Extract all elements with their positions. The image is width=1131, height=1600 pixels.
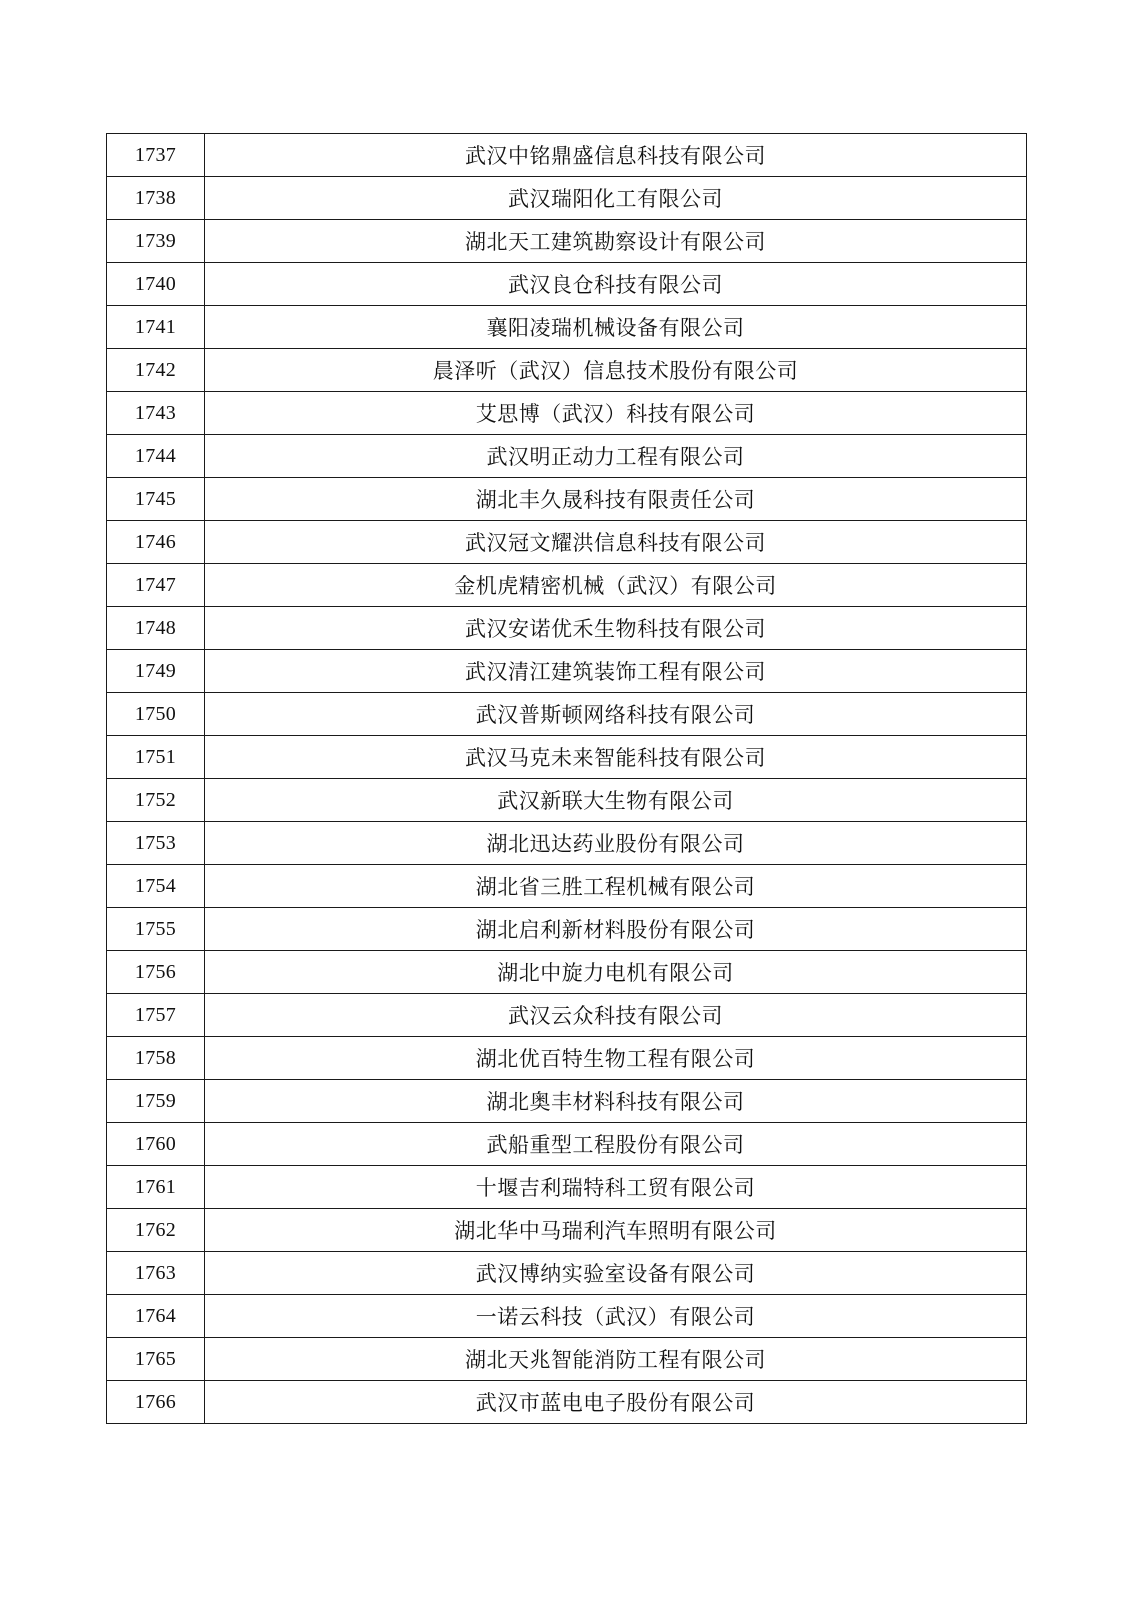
row-number: 1747	[107, 564, 205, 607]
row-number: 1748	[107, 607, 205, 650]
table-row	[107, 1037, 1027, 1080]
row-number: 1743	[107, 392, 205, 435]
company-name: 湖北丰久晟科技有限责任公司	[205, 478, 1027, 521]
company-name: 武船重型工程股份有限公司	[205, 1123, 1027, 1166]
table-row	[107, 1295, 1027, 1338]
row-number: 1755	[107, 908, 205, 951]
company-name: 武汉新联大生物有限公司	[205, 779, 1027, 822]
table-row	[107, 263, 1027, 306]
row-number: 1759	[107, 1080, 205, 1123]
company-name: 武汉良仓科技有限公司	[205, 263, 1027, 306]
table-row	[107, 1123, 1027, 1166]
row-number: 1762	[107, 1209, 205, 1252]
table-row	[107, 693, 1027, 736]
table-row	[107, 306, 1027, 349]
table-row	[107, 1080, 1027, 1123]
table-row	[107, 392, 1027, 435]
row-number: 1750	[107, 693, 205, 736]
company-name: 武汉马克未来智能科技有限公司	[205, 736, 1027, 779]
company-name: 湖北迅达药业股份有限公司	[205, 822, 1027, 865]
row-number: 1766	[107, 1381, 205, 1424]
row-number: 1738	[107, 177, 205, 220]
row-number: 1737	[107, 134, 205, 177]
row-number: 1764	[107, 1295, 205, 1338]
company-name: 湖北优百特生物工程有限公司	[205, 1037, 1027, 1080]
table-row	[107, 1381, 1027, 1424]
table-row	[107, 564, 1027, 607]
row-number: 1741	[107, 306, 205, 349]
company-name: 武汉云众科技有限公司	[205, 994, 1027, 1037]
row-number: 1761	[107, 1166, 205, 1209]
company-name: 武汉明正动力工程有限公司	[205, 435, 1027, 478]
table-row	[107, 951, 1027, 994]
table-row	[107, 1209, 1027, 1252]
row-number: 1757	[107, 994, 205, 1037]
row-number: 1740	[107, 263, 205, 306]
row-number: 1763	[107, 1252, 205, 1295]
company-name: 十堰吉利瑞特科工贸有限公司	[205, 1166, 1027, 1209]
row-number: 1739	[107, 220, 205, 263]
company-table-body	[107, 134, 1027, 1424]
company-name: 湖北华中马瑞利汽车照明有限公司	[205, 1209, 1027, 1252]
row-number: 1742	[107, 349, 205, 392]
company-name: 武汉瑞阳化工有限公司	[205, 177, 1027, 220]
row-number: 1760	[107, 1123, 205, 1166]
table-row	[107, 134, 1027, 177]
table-row	[107, 865, 1027, 908]
company-name: 艾思博（武汉）科技有限公司	[205, 392, 1027, 435]
row-number: 1758	[107, 1037, 205, 1080]
row-number: 1745	[107, 478, 205, 521]
table-row	[107, 1252, 1027, 1295]
company-name: 武汉中铭鼎盛信息科技有限公司	[205, 134, 1027, 177]
row-number: 1746	[107, 521, 205, 564]
table-row	[107, 1338, 1027, 1381]
company-name: 湖北奥丰材料科技有限公司	[205, 1080, 1027, 1123]
row-number: 1751	[107, 736, 205, 779]
row-number: 1754	[107, 865, 205, 908]
company-name: 湖北启利新材料股份有限公司	[205, 908, 1027, 951]
company-name: 武汉普斯顿网络科技有限公司	[205, 693, 1027, 736]
company-name: 武汉清江建筑装饰工程有限公司	[205, 650, 1027, 693]
company-name: 一诺云科技（武汉）有限公司	[205, 1295, 1027, 1338]
company-name: 武汉冠文耀洪信息科技有限公司	[205, 521, 1027, 564]
company-name: 武汉博纳实验室设备有限公司	[205, 1252, 1027, 1295]
table-row	[107, 822, 1027, 865]
table-row	[107, 994, 1027, 1037]
row-number: 1756	[107, 951, 205, 994]
company-name: 湖北天兆智能消防工程有限公司	[205, 1338, 1027, 1381]
table-row	[107, 607, 1027, 650]
company-name: 湖北中旋力电机有限公司	[205, 951, 1027, 994]
company-name: 湖北天工建筑勘察设计有限公司	[205, 220, 1027, 263]
row-number: 1765	[107, 1338, 205, 1381]
table-row	[107, 1166, 1027, 1209]
company-name: 武汉市蓝电电子股份有限公司	[205, 1381, 1027, 1424]
company-name: 金机虎精密机械（武汉）有限公司	[205, 564, 1027, 607]
company-name: 武汉安诺优禾生物科技有限公司	[205, 607, 1027, 650]
table-row	[107, 435, 1027, 478]
table-row	[107, 908, 1027, 951]
company-list-table	[106, 133, 1027, 1424]
table-row	[107, 478, 1027, 521]
table-row	[107, 779, 1027, 822]
row-number: 1749	[107, 650, 205, 693]
table-row	[107, 650, 1027, 693]
row-number: 1744	[107, 435, 205, 478]
table-row	[107, 177, 1027, 220]
company-name: 湖北省三胜工程机械有限公司	[205, 865, 1027, 908]
company-name: 襄阳凌瑞机械设备有限公司	[205, 306, 1027, 349]
table-row	[107, 521, 1027, 564]
row-number: 1753	[107, 822, 205, 865]
table-row	[107, 736, 1027, 779]
table-row	[107, 220, 1027, 263]
row-number: 1752	[107, 779, 205, 822]
company-name: 晨泽听（武汉）信息技术股份有限公司	[205, 349, 1027, 392]
table-row	[107, 349, 1027, 392]
